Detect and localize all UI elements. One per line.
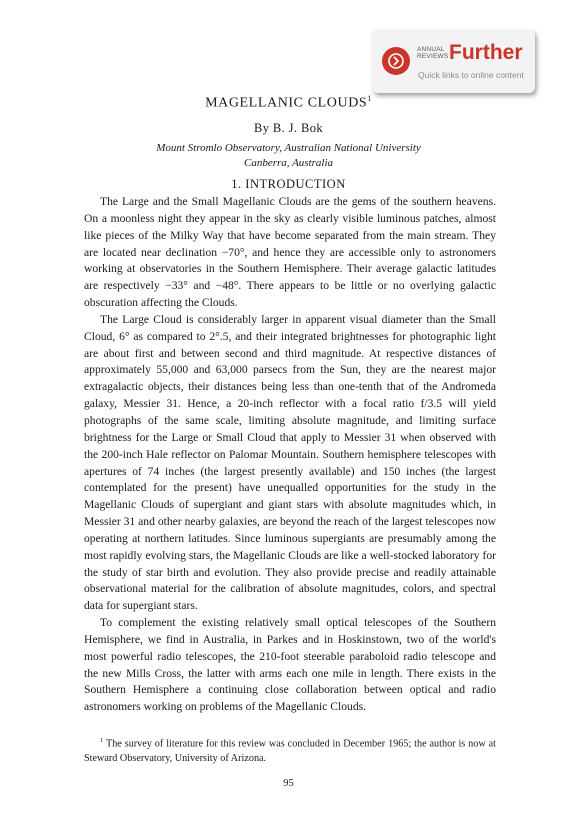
footnote-mark: 1 <box>100 737 104 744</box>
footnote-text: The survey of literature for this review was concluded in December 1965; the author is now at Steward Observatory, University of Arizona. <box>84 738 496 764</box>
article-body <box>84 194 496 716</box>
paragraph-3: To complement the existing relatively small optical telescopes of the Southern Hemisphere, we find in Australia, in Parkes and in Hoskinstown, two of the world's most powerful radio telescopes, the 210-foot steerable paraboloid radio telescope and the new Mills Cross, the latter with arms each one mile in length. There exists in the Southern Hemisphere a continuing close collaboration between optical and radio astronomers working on problems of the Magellanic Clouds. <box>84 616 496 714</box>
further-tagline: Quick links to online content <box>418 70 524 80</box>
title-footnote-mark[interactable]: 1 <box>367 94 372 103</box>
author-affiliation <box>0 141 577 171</box>
annual-reviews-logo-text <box>417 46 448 60</box>
section-heading: 1. INTRODUCTION <box>231 177 346 191</box>
affiliation-line-1: Mount Stromlo Observatory, Australian National University <box>156 142 421 154</box>
article-title <box>0 94 577 112</box>
paragraph-2: The Large Cloud is considerably larger in apparent visual diameter than the Small Cloud, 6° as compared to 2°.5, and their integrated brightnesses for photographic light are about first and between second and third magnitude. At respective distances of approximately 55,000 and 63,000 parsecs from the Sun, they are the nearest major extragalactic objects, their distances being less than one-tenth that of the Andromeda galaxy, Messier 31. Hence, a 20-inch reflector with a focal ratio f/3.5 will yield photographs of the same scale, limiting absolute magnitude, and limiting surface brightness for the Large or Small Cloud that apply to Messier 31 when observed with the 200-inch Hale reflector on Palomar Mountain. Southern hemisphere telescopes with apertures of 74 inches (the largest presently available) and 150 inches (the largest contemplated for the present) have unequalled opportunities for the study in the Magellanic Clouds of supergiant and giant stars with absolute magnitudes which, in Messier 31 and other nearby galaxies, are beyond the reach of the largest telescopes now operating at northern latitudes. Since luminous supergiants are presumably among the most rapidly evolving stars, the Magellanic Clouds are like a well-stocked laboratory for the study of star birth and evolution. They also provide precise and readily attainable observational material for the calibration of absolute magnitudes, colors, and spectral data for supergiant stars. <box>84 312 496 613</box>
page-number: 95 <box>283 778 294 789</box>
footnote <box>84 734 496 766</box>
affiliation-line-2: Canberra, Australia <box>243 157 334 169</box>
annual-reviews-further-badge[interactable] <box>372 29 535 93</box>
paragraph-1: The Large and the Small Magellanic Clouds are the gems of the southern heavens. On a moonless night they appear in the sky as clearly visible luminous patches, almost like pieces of the Milky Way that have become separated from the main stream. They are located near declination −70°, and hence they are accessible only to astronomers working at observatories in the Southern Hemisphere. Their average galactic latitudes are respectively −33° and −48°. There appears to be little or no overlying galactic obscuration affecting the Clouds. <box>84 195 496 310</box>
brand-line-2: REVIEWS <box>417 53 449 60</box>
article-title-text: MAGELLANIC CLOUDS <box>205 95 368 111</box>
further-wordmark: Further <box>449 41 523 64</box>
author-byline: By B. J. Bok <box>253 121 324 135</box>
brand-line-1: ANNUAL <box>417 46 445 53</box>
arrow-right-circle-icon <box>382 47 410 75</box>
